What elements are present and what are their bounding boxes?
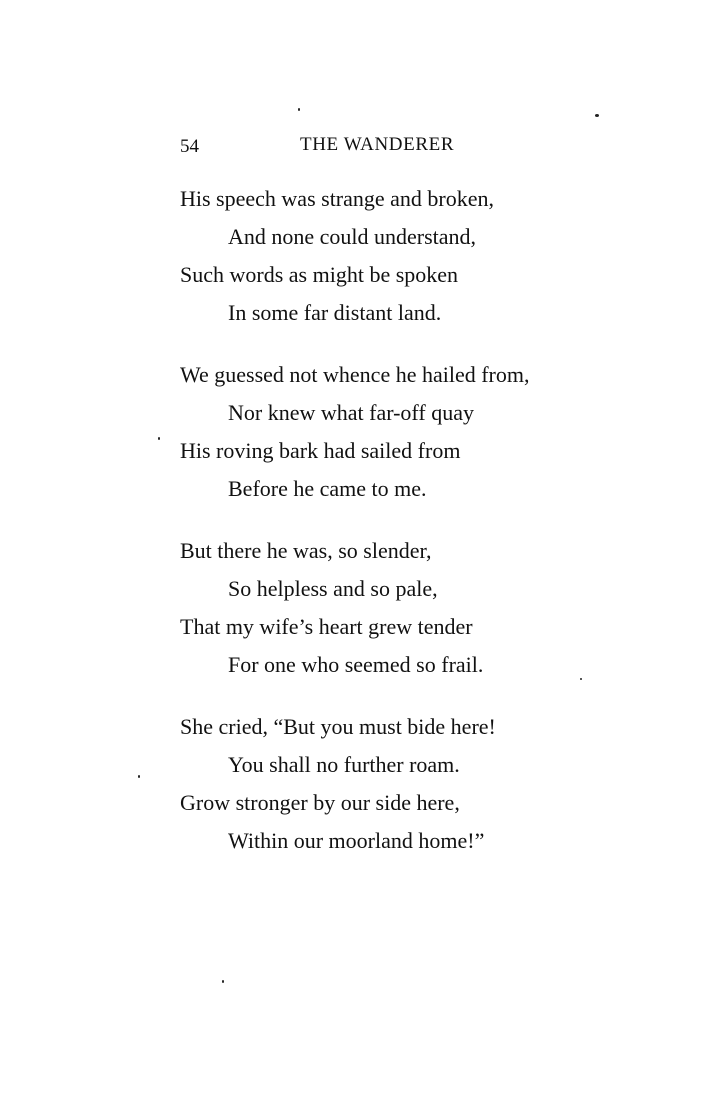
stanza-2 (180, 359, 600, 511)
stanza-4 (180, 711, 600, 863)
stanza-3 (180, 535, 600, 687)
poem-line: Before he came to me. (228, 476, 427, 501)
poem-line: We guessed not whence he hailed from, (180, 362, 530, 387)
poem-line: And none could understand, (228, 224, 477, 249)
poem-line: For one who seemed so frail. (228, 652, 484, 677)
poem-line: You shall no further roam. (228, 752, 460, 777)
poem-line: Such words as might be spoken (180, 262, 459, 287)
poem-line: That my wife’s heart grew tender (180, 614, 473, 639)
print-speck (222, 980, 224, 983)
poem-line: Within our moorland home!” (228, 828, 485, 853)
poem-line: But there he was, so slender, (180, 538, 432, 563)
print-speck (298, 108, 300, 111)
poem-line: So helpless and so pale, (228, 576, 438, 601)
poem-line: In some far distant land. (228, 300, 442, 325)
stanza-1 (180, 183, 600, 335)
poem-line: Grow stronger by our side here, (180, 790, 460, 815)
print-speck (595, 114, 599, 117)
print-speck (158, 437, 160, 440)
running-title: THE WANDERER (300, 134, 455, 155)
page-number: 54 (180, 136, 199, 157)
poem-line: She cried, “But you must bide here! (180, 714, 496, 739)
poem (180, 183, 600, 887)
poem-line: His speech was strange and broken, (180, 186, 495, 211)
poem-line: His roving bark had sailed from (180, 438, 461, 463)
print-speck (138, 775, 140, 778)
poem-line: Nor knew what far-off quay (228, 400, 474, 425)
